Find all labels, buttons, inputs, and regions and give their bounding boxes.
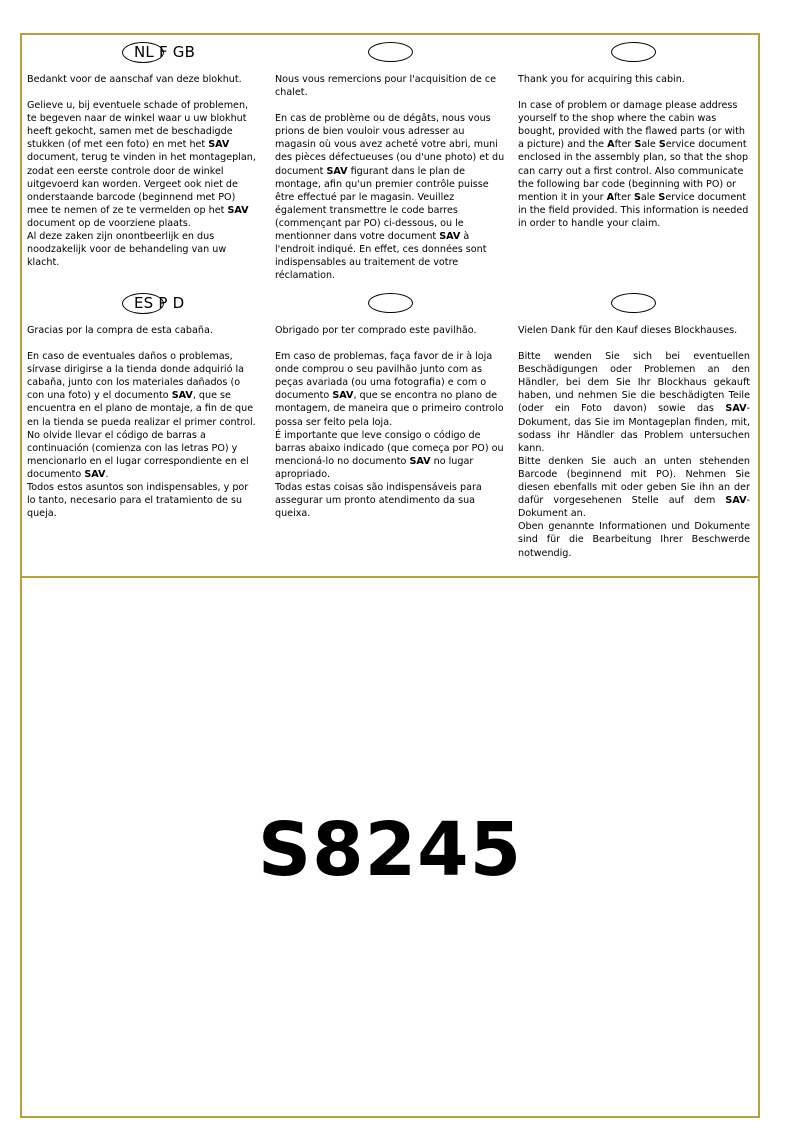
- greeting-paragraph: Obrigado por ter comprado este pavilhão.: [275, 325, 477, 336]
- empty-badge-oval: [611, 293, 656, 313]
- instruction-paragraph: Gelieve u, bij eventuele schade of problemen, te begeven naar de winkel waar u uw blokhut heeft gekocht, samen met de beschadigde stukken (of met een foto) en met het SAV document, terug te vinden in het montageplan, zodat een eerste controle door de winkel uitgevoerd kan worden. Vergeet ook niet de onderstaande barcode (beginnend met PO) mee te nemen of ze te vermelden op het SAV document op de voorziene plaats. Al deze zaken zijn onontbeerlijk en dus noodzakelijk voor de behandeling van uw klacht.: [27, 100, 256, 269]
- badge-label: ES P D: [134, 294, 185, 312]
- empty-badge-oval: [368, 293, 413, 313]
- text-column-f: [275, 73, 507, 282]
- text-column-es: [27, 324, 259, 520]
- text-column-gb: [518, 73, 750, 230]
- greeting-paragraph: Gracias por la compra de esta cabaña.: [27, 325, 213, 336]
- instruction-paragraph: En caso de eventuales daños o problemas, sírvase dirigirse a la tienda donde adquirió la cabaña, junto con los materiales dañados (o con una foto) y el documento SAV, que se encuentra en el plano de montaje, a fin de que en la tienda se pueda realizar el primer control. No olvide llevar el código de barras a continuación (comienza con las letras PO) y mencionarlo en el lugar correspondiente en el documento SAV. Todos estos asuntos son indispensables, y por lo tanto, necesario para el tratamiento de su queja.: [27, 351, 256, 520]
- model-number: S8245: [257, 807, 523, 893]
- language-badge-nl-f-gb: [122, 41, 202, 63]
- empty-badge-oval: [611, 42, 656, 62]
- instruction-paragraph: Em caso de problemas, faça favor de ir à loja onde comprou o seu pavilhão junto com as peças avariada (ou uma fotografia) e com o documento SAV, que se encontra no plano de montagem, de maneira que o primeiro controlo possa ser feito pela loja. É importante que leve consigo o código de barras abaixo indicado (que começa por PO) ou mencioná-lo no documento SAV no lugar apropriado. Todas estas coisas são indispensáveis para assegurar um pronto atendimento da sua queixa.: [275, 351, 504, 520]
- instruction-paragraph: En cas de problème ou de dégâts, nous vous prions de bien vouloir vous adresser au magasin où vous avez acheté votre abri, muni des pièces défectueuses (ou d'une photo) et du document SAV figurant dans le plan de montage, afin qu'un premier contrôle puisse être effectué par le magasin. Veuillez également transmettre le code barres (commençant par PO) ci-dessous, ou le mentionner dans votre document SAV à l'endroit indiqué. En effet, ces données sont indispensables au traitement de votre réclamation.: [275, 113, 505, 282]
- section-divider: [20, 576, 760, 578]
- greeting-paragraph: Vielen Dank für den Kauf dieses Blockhauses.: [518, 325, 738, 336]
- greeting-paragraph: Thank you for acquiring this cabin.: [518, 74, 685, 85]
- instruction-paragraph: In case of problem or damage please address yourself to the shop where the cabin was bought, provided with the flawed parts (or with a picture) and the After Sale Service document enclosed in the assembly plan, so that the shop can carry out a first control. Also communicate the following bar code (beginning with PO) or mention it in your After Sale Service document in the field provided. This information is needed in order to handle your claim.: [518, 100, 749, 229]
- instruction-paragraph: Bitte wenden Sie sich bei eventuellen Beschädigungen oder Problemen an den Händler, bei dem Sie Ihr Blockhaus gekauft haben, und nehmen Sie die beschädigten Teile (oder ein Foto davon) sowie das SAV-Dokument, das Sie im Montageplan finden, mit, sodass ihr Händler das Problem untersuchen kann. Bitte denken Sie auch an unten stehenden Barcode (beginnend mit PO). Nehmen Sie diesen ebenfalls mit oder geben Sie ihn an der dafür vorgesehenen Stelle auf dem SAV-Dokument an. Oben genannte Informationen und Dokumente sind für die Bearbeitung Ihrer Beschwerde notwendig.: [518, 351, 750, 559]
- text-column-p: [275, 324, 507, 520]
- text-column-nl: [27, 73, 259, 269]
- text-column-d: [518, 324, 750, 560]
- empty-badge-oval: [368, 42, 413, 62]
- badge-label: NL F GB: [134, 43, 196, 61]
- language-badge-es-p-d: [122, 292, 202, 314]
- greeting-paragraph: Nous vous remercions pour l'acquisition de ce chalet.: [275, 74, 497, 99]
- greeting-paragraph: Bedankt voor de aanschaf van deze blokhut.: [27, 74, 242, 85]
